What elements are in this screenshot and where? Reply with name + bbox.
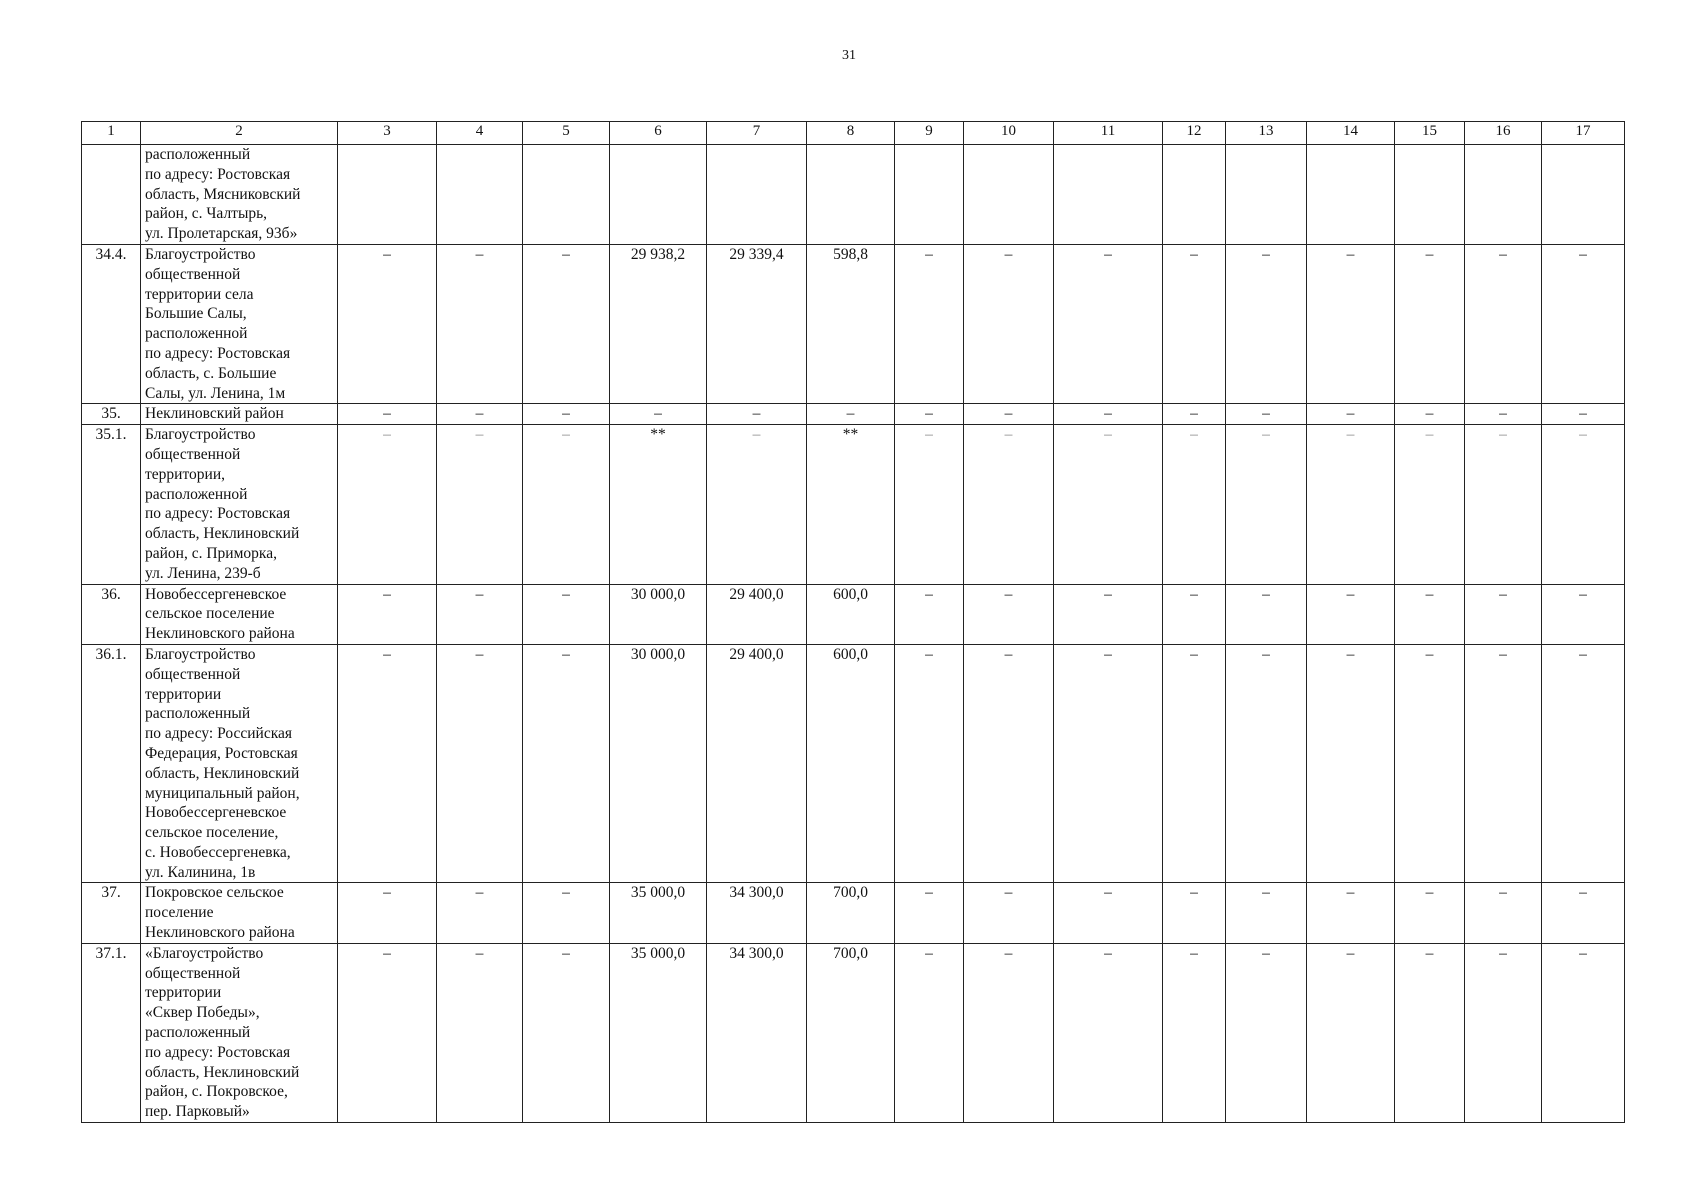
cell-value: – bbox=[964, 883, 1054, 943]
cell-value: – bbox=[1163, 584, 1226, 644]
cell-value: – bbox=[1054, 943, 1163, 1122]
cell-value: – bbox=[1307, 644, 1395, 883]
cell-value: 29 938,2 bbox=[610, 244, 707, 403]
row-name: Неклиновский район bbox=[141, 404, 338, 425]
cell-value: – bbox=[895, 244, 964, 403]
row-number: 37.1. bbox=[82, 943, 141, 1122]
cell-value: – bbox=[610, 404, 707, 425]
cell-value: 598,8 bbox=[807, 244, 895, 403]
column-number: 13 bbox=[1226, 122, 1307, 145]
cell-value bbox=[1542, 145, 1625, 245]
column-number: 15 bbox=[1395, 122, 1465, 145]
cell-value: – bbox=[1163, 644, 1226, 883]
row-number: 36. bbox=[82, 584, 141, 644]
row-name: Благоустройство общественной территории, расположенной по адресу: Ростовская область, Неклиновский район, с. Приморка, ул. Ленина, 239-б bbox=[141, 425, 338, 584]
cell-value bbox=[1163, 145, 1226, 245]
cell-value: – bbox=[964, 584, 1054, 644]
cell-value: – bbox=[1542, 584, 1625, 644]
row-number bbox=[82, 145, 141, 245]
cell-value: – bbox=[1542, 404, 1625, 425]
cell-value: – bbox=[1054, 644, 1163, 883]
cell-value: – bbox=[338, 584, 437, 644]
row-name: расположенный по адресу: Ростовская область, Мясниковский район, с. Чалтырь, ул. Пролетарская, 93б» bbox=[141, 145, 338, 245]
cell-value: – bbox=[1542, 883, 1625, 943]
cell-value: – bbox=[523, 425, 610, 584]
column-number: 12 bbox=[1163, 122, 1226, 145]
cell-value: – bbox=[1307, 883, 1395, 943]
row-number: 36.1. bbox=[82, 644, 141, 883]
cell-value: 35 000,0 bbox=[610, 943, 707, 1122]
cell-value: – bbox=[1163, 883, 1226, 943]
cell-value: – bbox=[1163, 943, 1226, 1122]
column-number: 9 bbox=[895, 122, 964, 145]
cell-value: – bbox=[1465, 584, 1542, 644]
cell-value: 30 000,0 bbox=[610, 584, 707, 644]
cell-value: 29 400,0 bbox=[707, 644, 807, 883]
cell-value: – bbox=[1395, 883, 1465, 943]
cell-value: – bbox=[1054, 425, 1163, 584]
cell-value: – bbox=[1226, 244, 1307, 403]
cell-value: – bbox=[437, 244, 523, 403]
cell-value: – bbox=[1163, 404, 1226, 425]
cell-value: 35 000,0 bbox=[610, 883, 707, 943]
column-number-row bbox=[82, 122, 1625, 145]
cell-value: 29 400,0 bbox=[707, 584, 807, 644]
cell-value: – bbox=[1163, 244, 1226, 403]
cell-value bbox=[610, 145, 707, 245]
cell-value: – bbox=[1395, 244, 1465, 403]
cell-value bbox=[1054, 145, 1163, 245]
column-number: 17 bbox=[1542, 122, 1625, 145]
cell-value: – bbox=[437, 883, 523, 943]
cell-value: ** bbox=[610, 425, 707, 584]
cell-value: – bbox=[338, 883, 437, 943]
row-name: «Благоустройство общественной территории «Сквер Победы», расположенный по адресу: Ростовская область, Неклиновский район, с. Покровское, пер. Парковый» bbox=[141, 943, 338, 1122]
cell-value bbox=[1465, 145, 1542, 245]
row-name: Благоустройство общественной территории села Большие Салы, расположенной по адресу: Ростовская область, с. Большие Салы, ул. Ленина, 1м bbox=[141, 244, 338, 403]
column-number: 6 bbox=[610, 122, 707, 145]
cell-value: – bbox=[1395, 404, 1465, 425]
cell-value bbox=[338, 145, 437, 245]
cell-value: – bbox=[895, 425, 964, 584]
cell-value bbox=[1395, 145, 1465, 245]
cell-value: – bbox=[1395, 584, 1465, 644]
cell-value: – bbox=[437, 404, 523, 425]
cell-value: – bbox=[964, 644, 1054, 883]
cell-value: – bbox=[1395, 425, 1465, 584]
cell-value bbox=[523, 145, 610, 245]
cell-value: – bbox=[338, 404, 437, 425]
cell-value: – bbox=[1054, 404, 1163, 425]
cell-value: – bbox=[1054, 584, 1163, 644]
cell-value: 34 300,0 bbox=[707, 883, 807, 943]
column-number: 5 bbox=[523, 122, 610, 145]
cell-value: – bbox=[1307, 244, 1395, 403]
cell-value: – bbox=[1226, 883, 1307, 943]
column-number: 10 bbox=[964, 122, 1054, 145]
cell-value: – bbox=[1054, 883, 1163, 943]
cell-value: – bbox=[707, 425, 807, 584]
cell-value: – bbox=[1226, 404, 1307, 425]
column-number: 2 bbox=[141, 122, 338, 145]
column-number: 8 bbox=[807, 122, 895, 145]
cell-value: – bbox=[895, 404, 964, 425]
cell-value: – bbox=[338, 425, 437, 584]
cell-value: – bbox=[895, 943, 964, 1122]
column-number: 1 bbox=[82, 122, 141, 145]
cell-value bbox=[1226, 145, 1307, 245]
cell-value: 30 000,0 bbox=[610, 644, 707, 883]
table-row bbox=[82, 883, 1625, 943]
table-row bbox=[82, 644, 1625, 883]
cell-value: – bbox=[437, 584, 523, 644]
table-row bbox=[82, 584, 1625, 644]
cell-value: – bbox=[1307, 584, 1395, 644]
cell-value bbox=[807, 145, 895, 245]
cell-value: – bbox=[807, 404, 895, 425]
row-name: Благоустройство общественной территории расположенный по адресу: Российская Федерация, Ростовская область, Неклиновский муниципальный район, Новобессергеневское сельское поселение, с. Новобессергеневка, ул. Калинина, 1в bbox=[141, 644, 338, 883]
cell-value: – bbox=[1542, 244, 1625, 403]
table-row bbox=[82, 145, 1625, 245]
cell-value: – bbox=[1465, 943, 1542, 1122]
cell-value: 700,0 bbox=[807, 943, 895, 1122]
cell-value: – bbox=[1465, 244, 1542, 403]
cell-value: 600,0 bbox=[807, 644, 895, 883]
cell-value: – bbox=[338, 644, 437, 883]
row-name: Покровское сельское поселение Неклиновского района bbox=[141, 883, 338, 943]
cell-value: – bbox=[1465, 883, 1542, 943]
cell-value: – bbox=[964, 404, 1054, 425]
cell-value: – bbox=[523, 943, 610, 1122]
cell-value: – bbox=[1163, 425, 1226, 584]
cell-value: – bbox=[895, 644, 964, 883]
column-number: 4 bbox=[437, 122, 523, 145]
cell-value: – bbox=[1226, 584, 1307, 644]
budget-table bbox=[81, 121, 1625, 1123]
cell-value bbox=[1307, 145, 1395, 245]
cell-value: – bbox=[1542, 943, 1625, 1122]
cell-value: – bbox=[1465, 425, 1542, 584]
cell-value bbox=[707, 145, 807, 245]
cell-value: – bbox=[1465, 404, 1542, 425]
cell-value: – bbox=[338, 943, 437, 1122]
cell-value: – bbox=[338, 244, 437, 403]
cell-value: – bbox=[1307, 943, 1395, 1122]
column-number: 14 bbox=[1307, 122, 1395, 145]
cell-value: – bbox=[964, 425, 1054, 584]
row-name: Новобессергеневское сельское поселение Неклиновского района bbox=[141, 584, 338, 644]
row-number: 35. bbox=[82, 404, 141, 425]
cell-value: – bbox=[437, 425, 523, 584]
cell-value: 34 300,0 bbox=[707, 943, 807, 1122]
cell-value: – bbox=[1226, 943, 1307, 1122]
page-number: 31 bbox=[842, 48, 856, 63]
cell-value: – bbox=[895, 883, 964, 943]
column-number: 11 bbox=[1054, 122, 1163, 145]
cell-value: – bbox=[1307, 425, 1395, 584]
table-row bbox=[82, 425, 1625, 584]
cell-value: – bbox=[964, 244, 1054, 403]
cell-value bbox=[437, 145, 523, 245]
cell-value: – bbox=[523, 404, 610, 425]
column-number: 16 bbox=[1465, 122, 1542, 145]
cell-value: – bbox=[523, 883, 610, 943]
row-number: 34.4. bbox=[82, 244, 141, 403]
table-row bbox=[82, 404, 1625, 425]
cell-value: – bbox=[707, 404, 807, 425]
row-number: 37. bbox=[82, 883, 141, 943]
cell-value: – bbox=[1054, 244, 1163, 403]
table-row bbox=[82, 943, 1625, 1122]
cell-value bbox=[895, 145, 964, 245]
cell-value: 700,0 bbox=[807, 883, 895, 943]
cell-value: – bbox=[437, 644, 523, 883]
row-number: 35.1. bbox=[82, 425, 141, 584]
cell-value: – bbox=[964, 943, 1054, 1122]
cell-value: 29 339,4 bbox=[707, 244, 807, 403]
cell-value: – bbox=[523, 244, 610, 403]
cell-value: – bbox=[1465, 644, 1542, 883]
cell-value: – bbox=[1307, 404, 1395, 425]
cell-value: 600,0 bbox=[807, 584, 895, 644]
cell-value: – bbox=[523, 644, 610, 883]
column-number: 7 bbox=[707, 122, 807, 145]
cell-value: – bbox=[1226, 425, 1307, 584]
table-row bbox=[82, 244, 1625, 403]
cell-value: – bbox=[1542, 425, 1625, 584]
cell-value bbox=[964, 145, 1054, 245]
cell-value: – bbox=[1542, 644, 1625, 883]
cell-value: – bbox=[1226, 644, 1307, 883]
cell-value: – bbox=[1395, 644, 1465, 883]
cell-value: – bbox=[1395, 943, 1465, 1122]
column-number: 3 bbox=[338, 122, 437, 145]
cell-value: ** bbox=[807, 425, 895, 584]
cell-value: – bbox=[895, 584, 964, 644]
cell-value: – bbox=[437, 943, 523, 1122]
cell-value: – bbox=[523, 584, 610, 644]
